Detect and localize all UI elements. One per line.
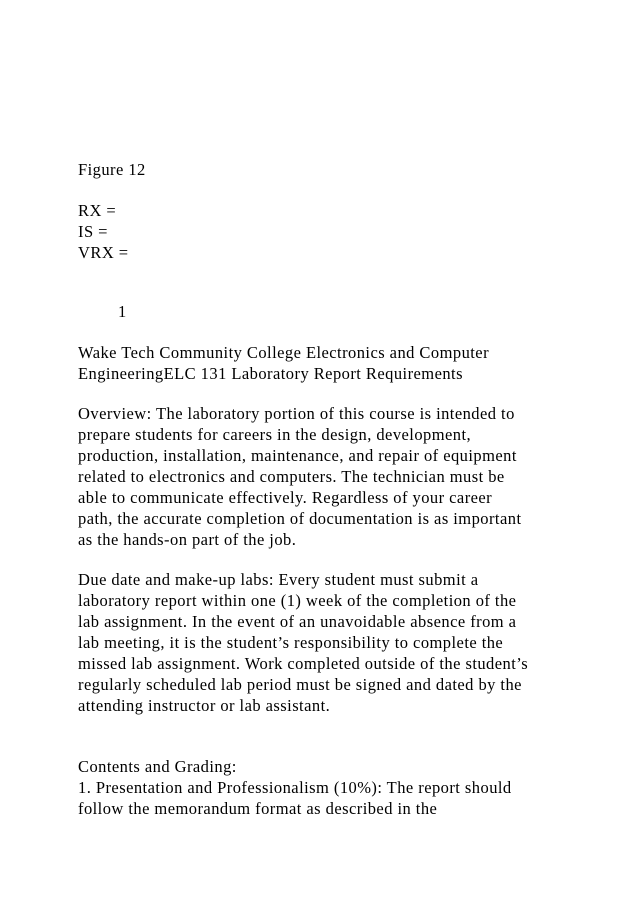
overview-line: production, installation, maintenance, and repair of equipment [78,446,517,465]
overview-line: path, the accurate completion of documentation is as important [78,509,522,528]
figure-label: Figure 12 [78,160,146,179]
due-date-line: missed lab assignment. Work completed outside of the student’s [78,654,529,673]
heading-line: EngineeringELC 131 Laboratory Report Requirements [78,364,463,383]
contents-line: 1. Presentation and Professionalism (10%): The report should [78,778,512,797]
page-number: 1 [118,302,127,321]
heading-line: Wake Tech Community College Electronics and Computer [78,343,490,362]
rx-label: RX = [78,201,117,220]
overview-line: as the hands-on part of the job. [78,530,297,549]
due-date-line: lab assignment. In the event of an unavoidable absence from a [78,612,517,631]
overview-line: Overview: The laboratory portion of this course is intended to [78,404,515,423]
contents-heading: Contents and Grading: [78,757,237,776]
due-date-line: regularly scheduled lab period must be signed and dated by the [78,675,522,694]
overview-line: related to electronics and computers. The technician must be [78,467,505,486]
due-date-line: attending instructor or lab assistant. [78,696,331,715]
contents-line: follow the memorandum format as described in the [78,799,438,818]
due-date-line: Due date and make-up labs: Every student must submit a [78,570,479,589]
overview-line: prepare students for careers in the design, development, [78,425,472,444]
vrx-label: VRX = [78,243,129,262]
due-date-line: lab meeting, it is the student’s responsibility to complete the [78,633,504,652]
overview-line: able to communicate effectively. Regardless of your career [78,488,493,507]
is-label: IS = [78,222,108,241]
due-date-line: laboratory report within one (1) week of the completion of the [78,591,517,610]
